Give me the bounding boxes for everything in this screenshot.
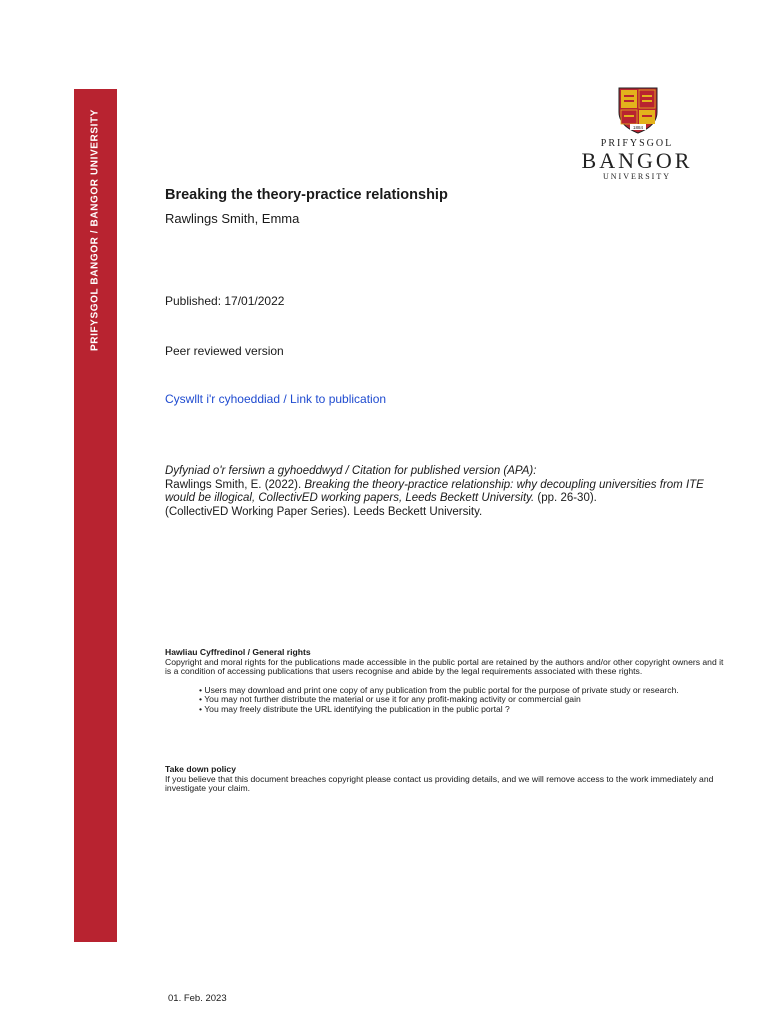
university-logo xyxy=(572,86,702,182)
general-rights-section xyxy=(165,648,725,715)
takedown-section xyxy=(165,765,725,794)
download-date: 01. Feb. 2023 xyxy=(168,993,227,1004)
rights-bullet-2: • You may not further distribute the material or use it for any profit-making activity or commercial gain xyxy=(199,694,581,705)
crest-icon xyxy=(616,86,660,134)
svg-text:1884: 1884 xyxy=(632,125,644,130)
citation-text xyxy=(165,479,725,506)
rights-bullet-3: • You may freely distribute the URL identifying the publication in the public portal ? xyxy=(199,703,510,714)
rights-bullets xyxy=(165,686,725,715)
citation-title: Breaking the theory-practice relationship: why decoupling universities from ITE would be illogical, CollectivED working papers, Leeds Beckett University. xyxy=(165,478,704,504)
logo-bangor: BANGOR xyxy=(581,148,693,173)
side-band-text: PRIFYSGOL BANGOR / BANGOR UNIVERSITY xyxy=(89,109,101,351)
publication-link[interactable]: Cyswllt i'r cyhoeddiad / Link to publication xyxy=(165,392,387,406)
document-author: Rawlings Smith, Emma xyxy=(165,211,300,226)
citation-authors: Rawlings Smith, E. (2022). xyxy=(165,478,305,491)
takedown-heading: Take down policy xyxy=(165,764,236,774)
version-label: Peer reviewed version xyxy=(165,344,284,358)
citation-pages: (pp. 26-30). xyxy=(534,492,597,504)
rights-bullet-1: • Users may download and print one copy of any publication from the public portal for the purpose of private study or research. xyxy=(199,684,679,695)
published-date: Published: 17/01/2022 xyxy=(165,294,285,308)
rights-heading: Hawliau Cyffredinol / General rights xyxy=(165,647,311,657)
citation-series: (CollectivED Working Paper Series). Leeds Beckett University. xyxy=(165,505,483,518)
citation-heading: Dyfyniad o'r fersiwn a gyhoeddwyd / Citation for published version (APA): xyxy=(165,465,537,477)
takedown-body: If you believe that this document breaches copyright please contact us providing details, and we will remove access to the work immediately and investigate your claim. xyxy=(165,773,714,794)
logo-university: UNIVERSITY xyxy=(603,172,671,181)
citation-block xyxy=(165,465,725,519)
rights-body: Copyright and moral rights for the publications made accessible in the public portal are retained by the authors and/or other copyright owners and it is a condition of accessing publications that users recognise and abide by the legal requirements associated with these rights. xyxy=(165,656,724,677)
document-title: Breaking the theory-practice relationship xyxy=(165,187,448,203)
logo-welsh-name: PRIFYSGOL xyxy=(600,138,674,149)
